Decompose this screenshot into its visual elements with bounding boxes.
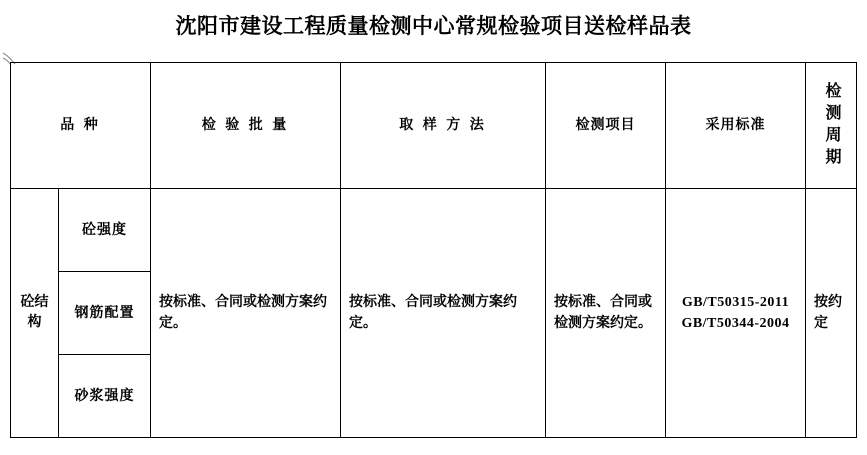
table-row [11, 189, 857, 272]
samples-table [10, 62, 857, 438]
standard-line-2: GB/T50344-2004 [681, 316, 790, 331]
column-header-items: 检测项目 [546, 63, 666, 189]
row-subitem-1: 砼强度 [59, 189, 151, 272]
row-standards [666, 189, 806, 438]
row-items: 按标准、合同或检测方案约定。 [546, 189, 666, 438]
row-subitem-2: 钢筋配置 [59, 272, 151, 355]
column-header-cycle: 检测周期 [823, 81, 840, 170]
column-header-batch: 检 验 批 量 [151, 63, 341, 189]
row-category-label: 砼结构 [20, 294, 49, 330]
column-header-cycle-cell [806, 63, 857, 189]
row-category-cell [11, 189, 59, 438]
column-header-category: 品 种 [11, 63, 151, 189]
column-header-standard: 采用标准 [666, 63, 806, 189]
standard-line-1: GB/T50315-2011 [681, 295, 790, 310]
row-sampling: 按标准、合同或检测方案约定。 [341, 189, 546, 438]
table-header-row [11, 63, 857, 189]
column-header-sampling: 取 样 方 法 [341, 63, 546, 189]
row-cycle: 按约定 [806, 189, 857, 438]
page-title: 沈阳市建设工程质量检测中心常规检验项目送检样品表 [175, 14, 692, 38]
row-batch: 按标准、合同或检测方案约定。 [151, 189, 341, 438]
row-subitem-3: 砂浆强度 [59, 355, 151, 438]
